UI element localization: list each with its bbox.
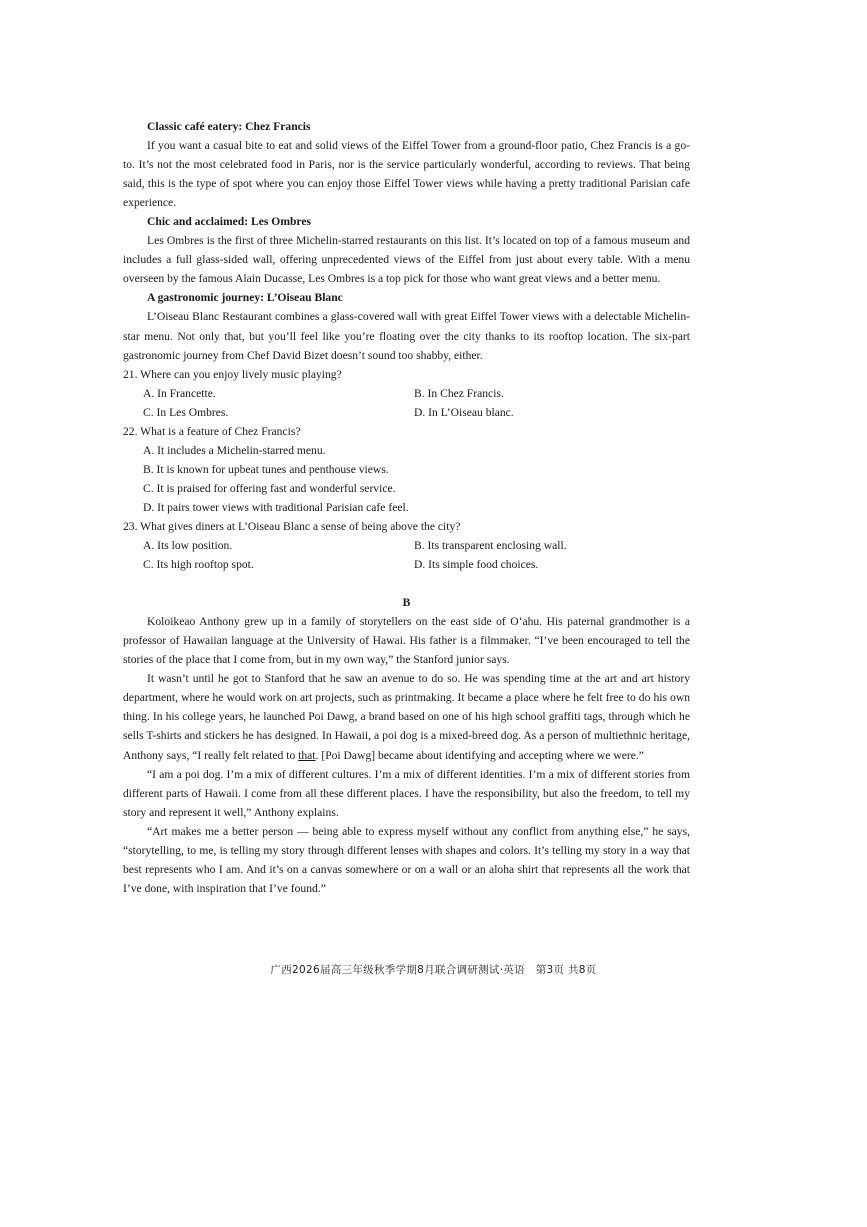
underlined-word-that: that xyxy=(298,748,316,762)
section-heading-chez-francis: Classic café eatery: Chez Francis xyxy=(147,120,311,133)
question-21-stem: 21. Where can you enjoy lively music playing? xyxy=(123,367,342,381)
question-22-option-c: C. It is praised for offering fast and wonderful service. xyxy=(143,481,396,495)
section-heading-les-ombres: Chic and acclaimed: Les Ombres xyxy=(147,215,312,229)
question-21-option-d: D. In L’Oiseau blanc. xyxy=(414,405,514,419)
question-23-options xyxy=(123,536,690,574)
paragraph-oiseau-blanc: L’Oiseau Blanc Restaurant combines a glass-covered wall with great Eiffel Tower views with a delectable Michelin-star menu. Not only that, but you’ll feel like you’re floating over the city thanks to its rooftop location. The six-part gastronomic journey from Chef David Bizet doesn’t sound too shabby, either. xyxy=(123,310,690,362)
section-heading-oiseau-blanc: A gastronomic journey: L’Oiseau Blanc xyxy=(147,291,343,305)
question-23-option-d: D. Its simple food choices. xyxy=(414,558,539,572)
question-21-option-c: C. In Les Ombres. xyxy=(143,405,229,419)
page-footer: 广西2026届高三年级秋季学期8月联合调研测试·英语 第3页 共8页 xyxy=(270,964,597,976)
passage-b-paragraph-1: Koloikeao Anthony grew up in a family of storytellers on the east side of O‘ahu. His paternal grandmother is a professor of Hawaiian language at the University of Hawai. His father is a filmmaker. “I’ve been encouraged to tell the stories of the place that I come from, but in my own way,” the Stanford junior says. xyxy=(123,615,690,667)
question-22-option-d: D. It pairs tower views with traditional Parisian cafe feel. xyxy=(143,500,409,514)
question-23-option-b: B. Its transparent enclosing wall. xyxy=(414,539,567,553)
question-22-option-a: A. It includes a Michelin-starred menu. xyxy=(143,443,326,457)
passage-b-paragraph-2-start: It wasn’t until he got to Stanford that he saw an avenue to do so. He was spending time at the art and art history department, where he would work on art projects, such as printmaking. It became a place where he felt free to do his own thing. In his college years, he launched Poi Dawg, a brand based on one of his high school graffiti tags, through which he sells T-shirts and stickers he has designed. In Hawaii, a poi dog is a mixed-breed dog. As a person of multiethnic heritage, Anthony says, “I really felt related to xyxy=(123,672,690,762)
passage-b-title: B xyxy=(402,596,411,610)
question-21-option-b: B. In Chez Francis. xyxy=(414,386,504,400)
passage-b-paragraph-4: “Art makes me a better person — being able to express myself without any conflict from anything else,” he says, “storytelling, to me, is telling my story through different lenses with shapes and colors. It’s telling my story in a way that best represents who I am. And it’s on a canvas somewhere or on a wall or an aloha shirt that represents all the work that I’ve done, with inspiration that I’ve found.” xyxy=(123,824,690,895)
question-23-option-c: C. Its high rooftop spot. xyxy=(143,558,254,572)
question-21-option-a: A. In Francette. xyxy=(143,386,216,400)
passage-b-paragraph-2-end: . [Poi Dawg] became about identifying and accepting where we were.” xyxy=(315,748,644,762)
question-23-stem: 23. What gives diners at L’Oiseau Blanc a sense of being above the city? xyxy=(123,519,461,533)
paragraph-chez-francis: If you want a casual bite to eat and solid views of the Eiffel Tower from a ground-floor patio, Chez Francis is a go-to. It’s not the most celebrated food in Paris, nor is the service particularly wonderful, according to reviews. That being said, this is the type of spot where you can enjoy those Eiffel Tower views while having a pretty traditional Parisian cafe experience. xyxy=(123,139,690,210)
question-23-option-a: A. Its low position. xyxy=(143,539,233,553)
question-22-stem: 22. What is a feature of Chez Francis? xyxy=(123,424,301,438)
question-22-option-b: B. It is known for upbeat tunes and penthouse views. xyxy=(143,462,389,476)
paragraph-les-ombres: Les Ombres is the first of three Michelin-starred restaurants on this list. It’s located on top of a famous museum and includes a full glass-sided wall, offering unprecedented views of the Eiffel from just about every table. With a menu overseen by the famous Alain Ducasse, Les Ombres is a top pick for those who want great views and a better menu. xyxy=(123,234,690,286)
passage-b-paragraph-2 xyxy=(123,669,690,764)
question-22-options xyxy=(123,441,690,517)
passage-b-paragraph-3: “I am a poi dog. I’m a mix of different cultures. I’m a mix of different identities. I’m a mix of different stories from different parts of Hawaii. I come from all these different places. I have the responsibility, but also the freedom, to tell my story and represent it well,” Anthony explains. xyxy=(123,767,690,819)
question-21-options xyxy=(123,384,690,422)
exam-page xyxy=(123,117,690,898)
